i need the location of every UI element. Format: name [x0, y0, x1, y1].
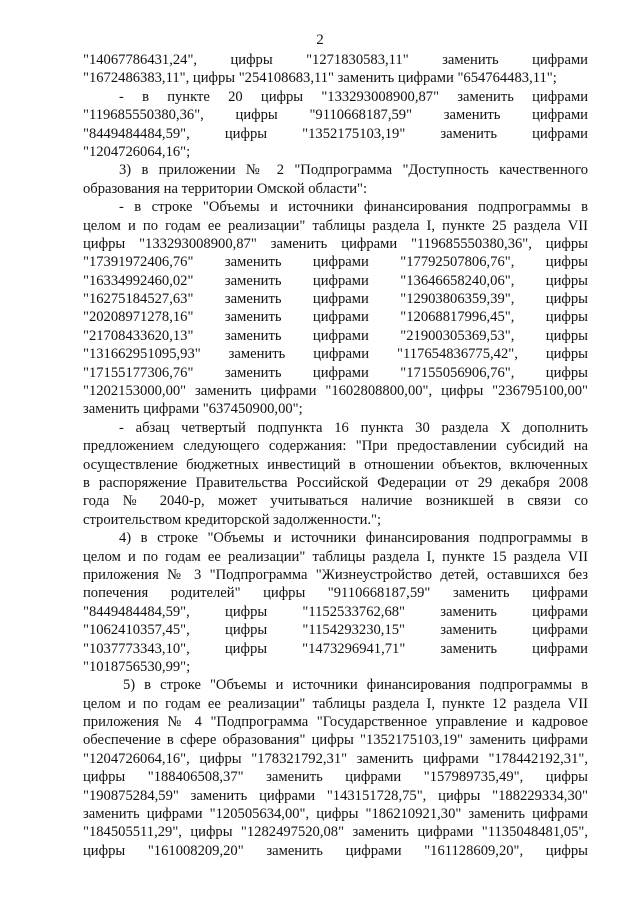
text-line: "1204726064,16", цифры "178321792,31" заменить цифрами "178442192,31", [83, 750, 588, 767]
text-line: "1202153000,00" заменить цифрами "1602808800,00", цифры "236795100,00" [83, 383, 588, 400]
document-body [83, 51, 588, 860]
text-line: "131662951095,93" заменить цифрами "117654836775,42", цифры [83, 346, 588, 363]
text-line: осуществление бюджетных инвестиций в отношении объектов, включенных [83, 456, 588, 473]
text-line: целом и по годам ее реализации" таблицы раздела I, пункте 15 раздела VII [83, 548, 588, 565]
text-line: 3) в приложении № 2 "Подпрограмма "Доступность качественного [119, 162, 588, 179]
text-line: 5) в строке "Объемы и источники финансирования подпрограммы в [123, 677, 588, 694]
text-line: "17155177306,76" заменить цифрами "17155056906,76", цифры [83, 364, 588, 381]
text-line: целом и по годам ее реализации" таблицы раздела I, пункте 12 раздела VII [83, 695, 588, 712]
text-line: в распоряжение Правительства Российской Федерации от 29 декабря 2008 [83, 474, 588, 491]
text-line: "16334992460,02" заменить цифрами "13646658240,06", цифры [83, 272, 588, 289]
text-line: предложением следующего содержания: "При предоставлении субсидий на [83, 438, 588, 455]
text-line: "17391972406,76" заменить цифрами "17792507806,76", цифры [83, 254, 588, 271]
text-line: "16275184527,63" заменить цифрами "12903806359,39", цифры [83, 291, 588, 308]
text-line: обеспечение в сфере образования" цифры "1352175103,19" заменить цифрами [83, 732, 588, 749]
text-line: "1204726064,16"; [83, 143, 191, 160]
text-line: целом и по годам ее реализации" таблицы раздела I, пункте 25 раздела VII [83, 217, 588, 234]
text-line: "8449484484,59", цифры "1152533762,68" заменить цифрами [83, 603, 588, 620]
text-line: "20208971278,16" заменить цифрами "12068817996,45", цифры [83, 309, 588, 326]
text-line: "1018756530,99"; [83, 658, 191, 675]
text-line: 4) в строке "Объемы и источники финансирования подпрограммы в [119, 530, 588, 547]
text-line: - абзац четвертый подпункта 16 пункта 30 раздела X дополнить [119, 419, 588, 436]
text-line: - в пункте 20 цифры "133293008900,87" заменить цифрами [119, 88, 588, 105]
text-line: "1037773343,10", цифры "1473296941,71" заменить цифрами [83, 640, 588, 657]
text-line: "1672486383,11", цифры "254108683,11" заменить цифрами "654764483,11"; [83, 70, 557, 87]
text-line: заменить цифрами "120505634,00", цифры "186210921,30" заменить цифрами [83, 806, 588, 823]
text-line: "119685550380,36", цифры "9110668187,59" заменить цифрами [83, 107, 588, 124]
text-line: цифры "133293008900,87" заменить цифрами "119685550380,36", цифры [83, 235, 588, 252]
text-line: "190875284,59" заменить цифрами "143151728,75", цифры "188229334,30" [83, 787, 588, 804]
text-line: - в строке "Объемы и источники финансирования подпрограммы в [119, 199, 588, 216]
text-line: "21708433620,13" заменить цифрами "21900305369,53", цифры [83, 327, 588, 344]
text-line: цифры "161008209,20" заменить цифрами "161128609,20", цифры [83, 842, 588, 859]
page-number: 2 [316, 32, 324, 48]
text-line: "1062410357,45", цифры "1154293230,15" заменить цифрами [83, 622, 588, 639]
text-line: образования на территории Омской области": [83, 180, 368, 197]
text-line: года № 2040-р, может учитываться наличие возникшей в связи со [83, 493, 588, 510]
text-line: "184505511,29", цифры "1282497520,08" заменить цифрами "1135048481,05", [83, 824, 588, 841]
text-line: "8449484484,59", цифры "1352175103,19" заменить цифрами [83, 125, 588, 142]
text-line: заменить цифрами "637450900,00"; [83, 401, 303, 418]
text-line: приложения № 4 "Подпрограмма "Государственное управление и кадровое [83, 714, 588, 731]
text-line: строительством кредиторской задолженности."; [83, 511, 382, 528]
text-line: "14067786431,24", цифры "1271830583,11" заменить цифрами [83, 52, 588, 68]
text-line: попечения родителей" цифры "9110668187,59" заменить цифрами [83, 585, 588, 602]
text-line: цифры "188406508,37" заменить цифрами "157989735,49", цифры [83, 769, 588, 786]
text-line: приложения № 3 "Подпрограмма "Жизнеустройство детей, оставшихся без [83, 566, 588, 583]
